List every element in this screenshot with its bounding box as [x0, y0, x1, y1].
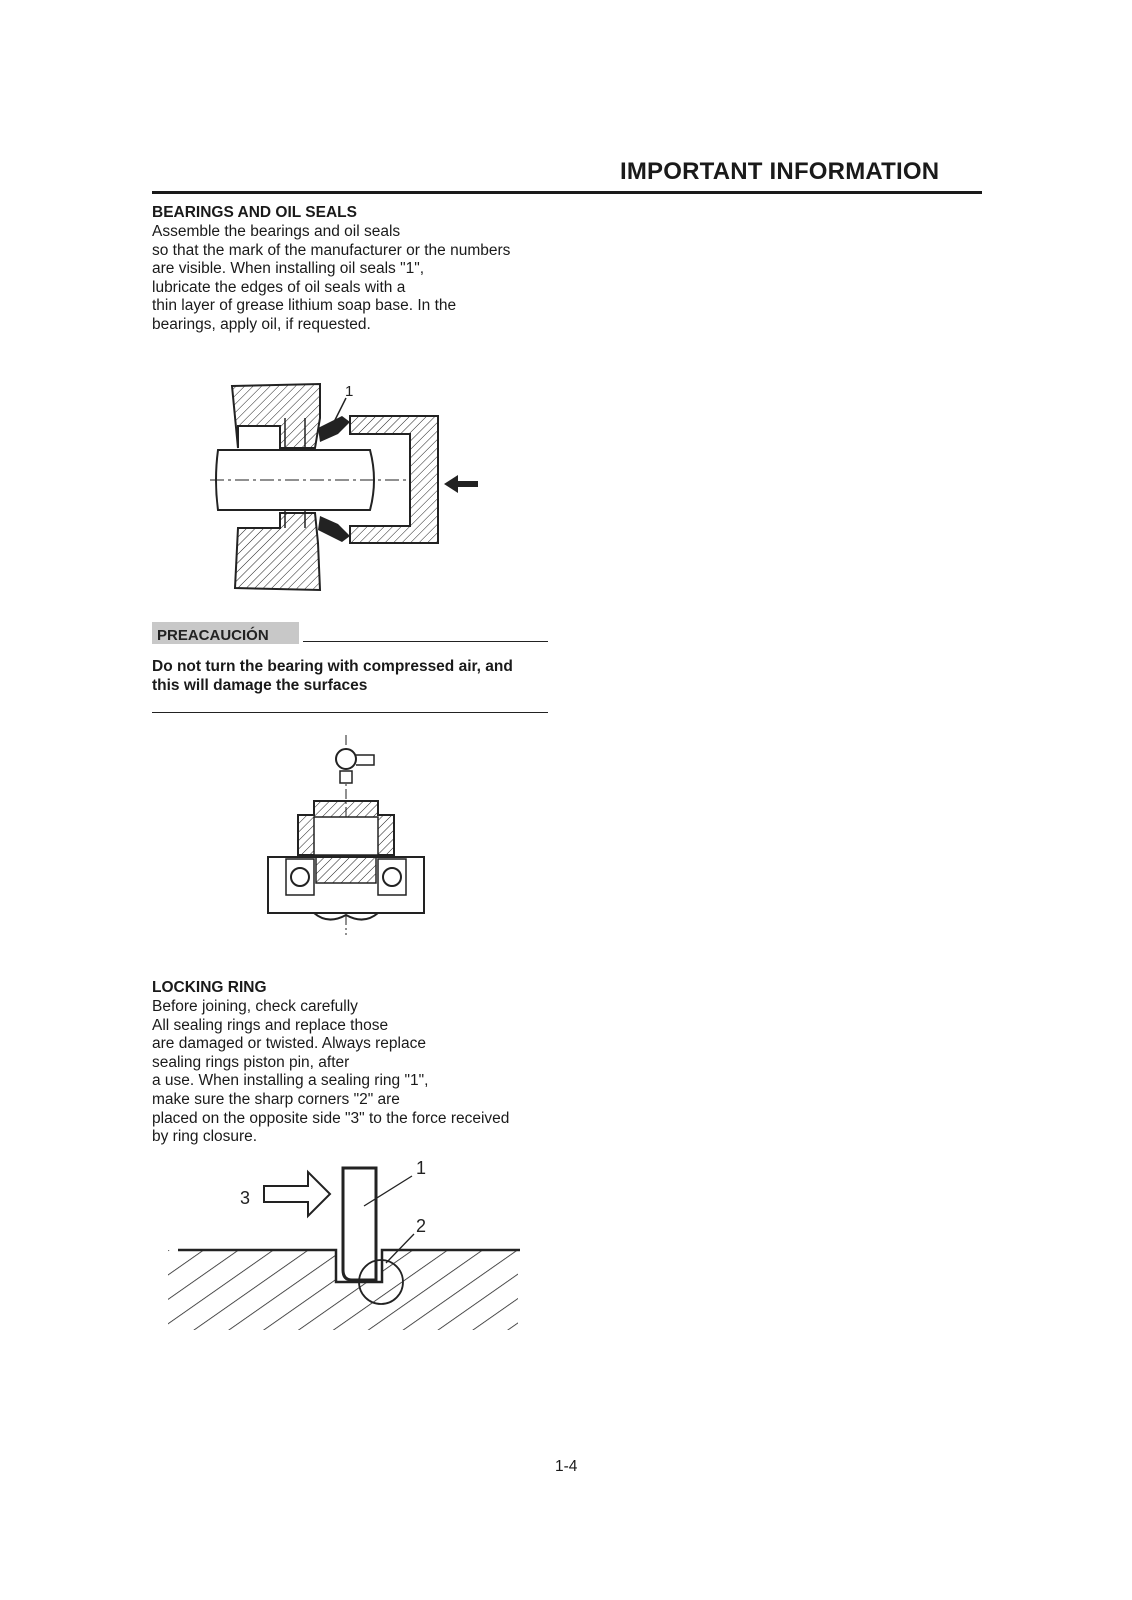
locking-ring-line: make sure the sharp corners "2" are — [152, 1090, 400, 1108]
bearings-line: are visible. When installing oil seals "1", — [152, 260, 425, 278]
locking-ring-section-title: LOCKING RING — [152, 979, 267, 996]
caution-rule — [303, 641, 548, 642]
locking-ring-figure — [160, 1158, 530, 1338]
locking-ring-line: are damaged or twisted. Always replace — [152, 1035, 426, 1053]
locking-ring-line: by ring closure. — [152, 1128, 258, 1146]
locking-ring-line: placed on the opposite side "3" to the force received — [152, 1109, 510, 1127]
locking-ring-line: Before joining, check carefully — [152, 998, 358, 1015]
caution-rule — [152, 712, 548, 713]
ring-callout-2: 2 — [416, 1216, 427, 1236]
oil-seal-callout: 1 — [345, 383, 354, 400]
bearings-line: lubricate the edges of oil seals with a — [152, 278, 406, 296]
page-title: IMPORTANT INFORMATION — [620, 158, 940, 185]
caution-line: this will damage the surfaces — [152, 676, 368, 694]
bearings-line: bearings, apply oil, if requested. — [152, 315, 371, 333]
bearings-line: Assemble the bearings and oil seals — [152, 223, 401, 240]
locking-ring-body-text — [152, 998, 509, 1147]
bearings-line: thin layer of grease lithium soap base. In the — [152, 297, 457, 315]
bearings-section-title: BEARINGS AND OIL SEALS — [152, 204, 357, 221]
ring-callout-1: 1 — [416, 1158, 427, 1178]
caution-label: PREACAUCIÓN — [157, 627, 269, 644]
locking-ring-line: All sealing rings and replace those — [152, 1016, 389, 1034]
caution-line: Do not turn the bearing with compressed air, and — [152, 658, 513, 675]
locking-ring-line: sealing rings piston pin, after — [152, 1053, 350, 1071]
ring-callout-3: 3 — [240, 1188, 251, 1208]
bearing-air-figure — [268, 735, 428, 955]
header-rule — [152, 191, 982, 194]
bearings-line: so that the mark of the manufacturer or the numbers — [152, 241, 511, 259]
bearings-body-text — [152, 223, 510, 335]
locking-ring-line: a use. When installing a sealing ring "1", — [152, 1072, 429, 1090]
oil-seal-installation-figure — [210, 378, 500, 598]
caution-text — [152, 658, 513, 695]
page-number: 1-4 — [555, 1458, 578, 1475]
